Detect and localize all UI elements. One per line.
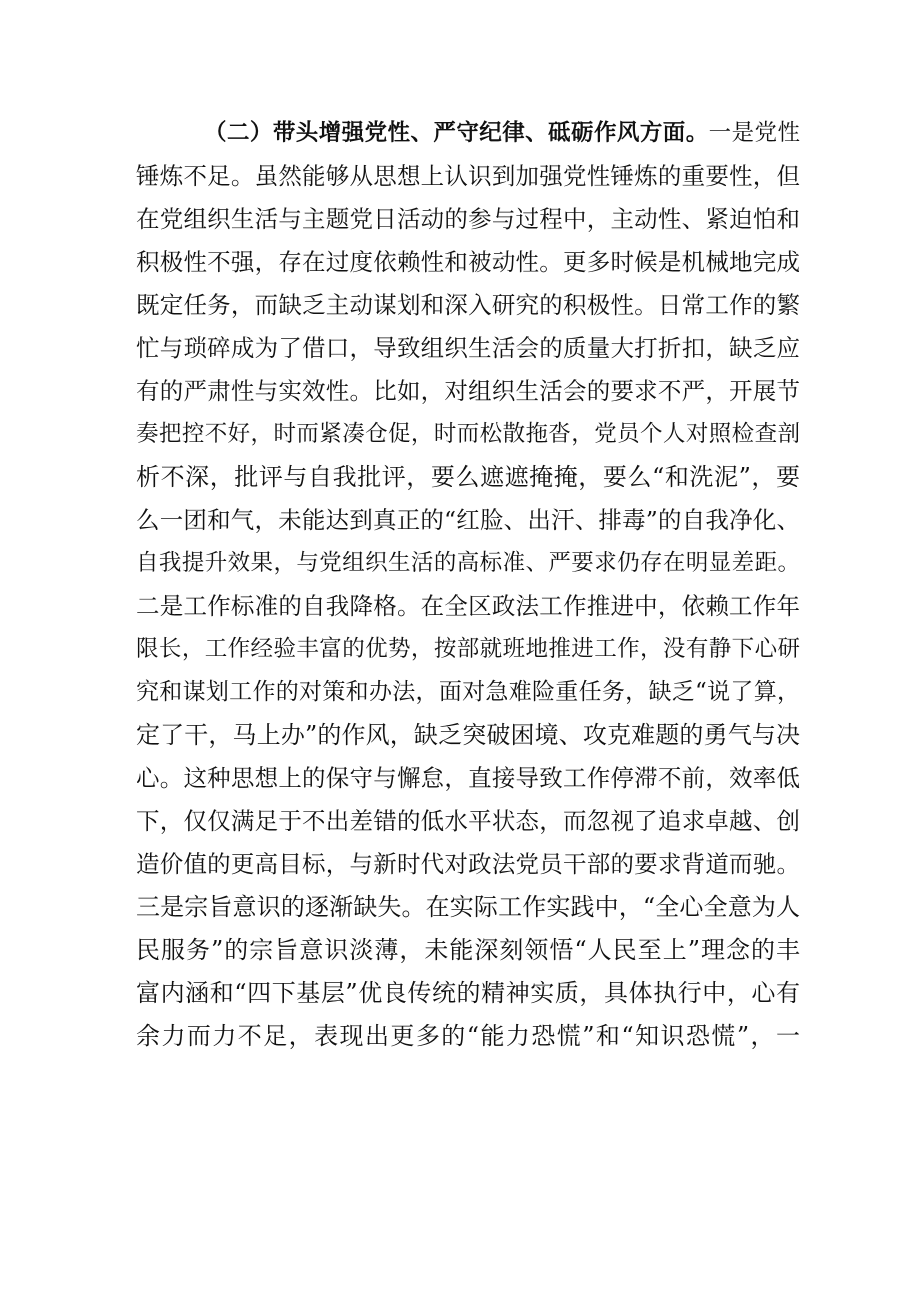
text-line: 有的严肃性与实效性。比如，对组织生活会的要求不严，开展节	[136, 377, 800, 405]
text-line: 自我提升效果，与党组织生活的高标准、严要求仍存在明显差距。	[136, 550, 800, 576]
text-line: 限长，工作经验丰富的优势，按部就班地推进工作，没有静下心研	[136, 636, 800, 662]
text-line: 三是宗旨意识的逐渐缺失。在实际工作实践中，“全心全意为人	[136, 893, 800, 921]
text-line: 忙与琐碎成为了借口，导致组织生活会的质量大打折扣，缺乏应	[136, 334, 800, 362]
text-line: 一是党性	[708, 120, 800, 146]
text-line: 积极性不强，存在过度依赖性和被动性。更多时候是机械地完成	[136, 248, 800, 276]
text-line: 奏把控不好，时而紧凑仓促，时而松散拖沓，党员个人对照检查剖	[136, 421, 800, 447]
text-line: 心。这种思想上的保守与懈怠，直接导致工作停滞不前，效率低	[136, 764, 800, 792]
text-line: 既定任务，而缺乏主动谋划和深入研究的积极性。日常工作的繁	[136, 291, 800, 319]
text-line: 锤炼不足。虽然能够从思想上认识到加强党性锤炼的重要性，但	[136, 162, 800, 190]
text-line: 么一团和气，未能达到真正的“红脸、出汗、排毒”的自我净化、	[136, 506, 800, 534]
text-line: 富内涵和“四下基层”优良传统的精神实质，具体执行中，心有	[136, 979, 800, 1007]
paragraph-first-line	[136, 112, 800, 155]
text-line: 余力而力不足，表现出更多的“能力恐慌”和“知识恐慌”，一	[136, 1022, 800, 1050]
document-body	[136, 112, 800, 1058]
text-line: 析不深，批评与自我批评，要么遮遮掩掩，要么“和洗泥”，要	[136, 463, 800, 491]
text-line: 究和谋划工作的对策和办法，面对急难险重任务，缺乏“说了算，	[136, 679, 800, 705]
text-line: 下，仅仅满足于不出差错的低水平状态，而忽视了追求卓越、创	[136, 807, 800, 835]
text-line: 定了干，马上办”的作风，缺乏突破困境、攻克难题的勇气与决	[136, 721, 800, 749]
text-line: 造价值的更高目标，与新时代对政法党员干部的要求背道而驰。	[136, 850, 800, 878]
text-line: 二是工作标准的自我降格。在全区政法工作推进中，依赖工作年	[136, 592, 800, 620]
section-heading: （二）带头增强党性、严守纪律、砥砺作风方面。	[204, 120, 709, 146]
text-line: 民服务”的宗旨意识淡薄，未能深刻领悟“人民至上”理念的丰	[136, 936, 800, 964]
text-line: 在党组织生活与主题党日活动的参与过程中，主动性、紧迫怕和	[136, 205, 800, 233]
